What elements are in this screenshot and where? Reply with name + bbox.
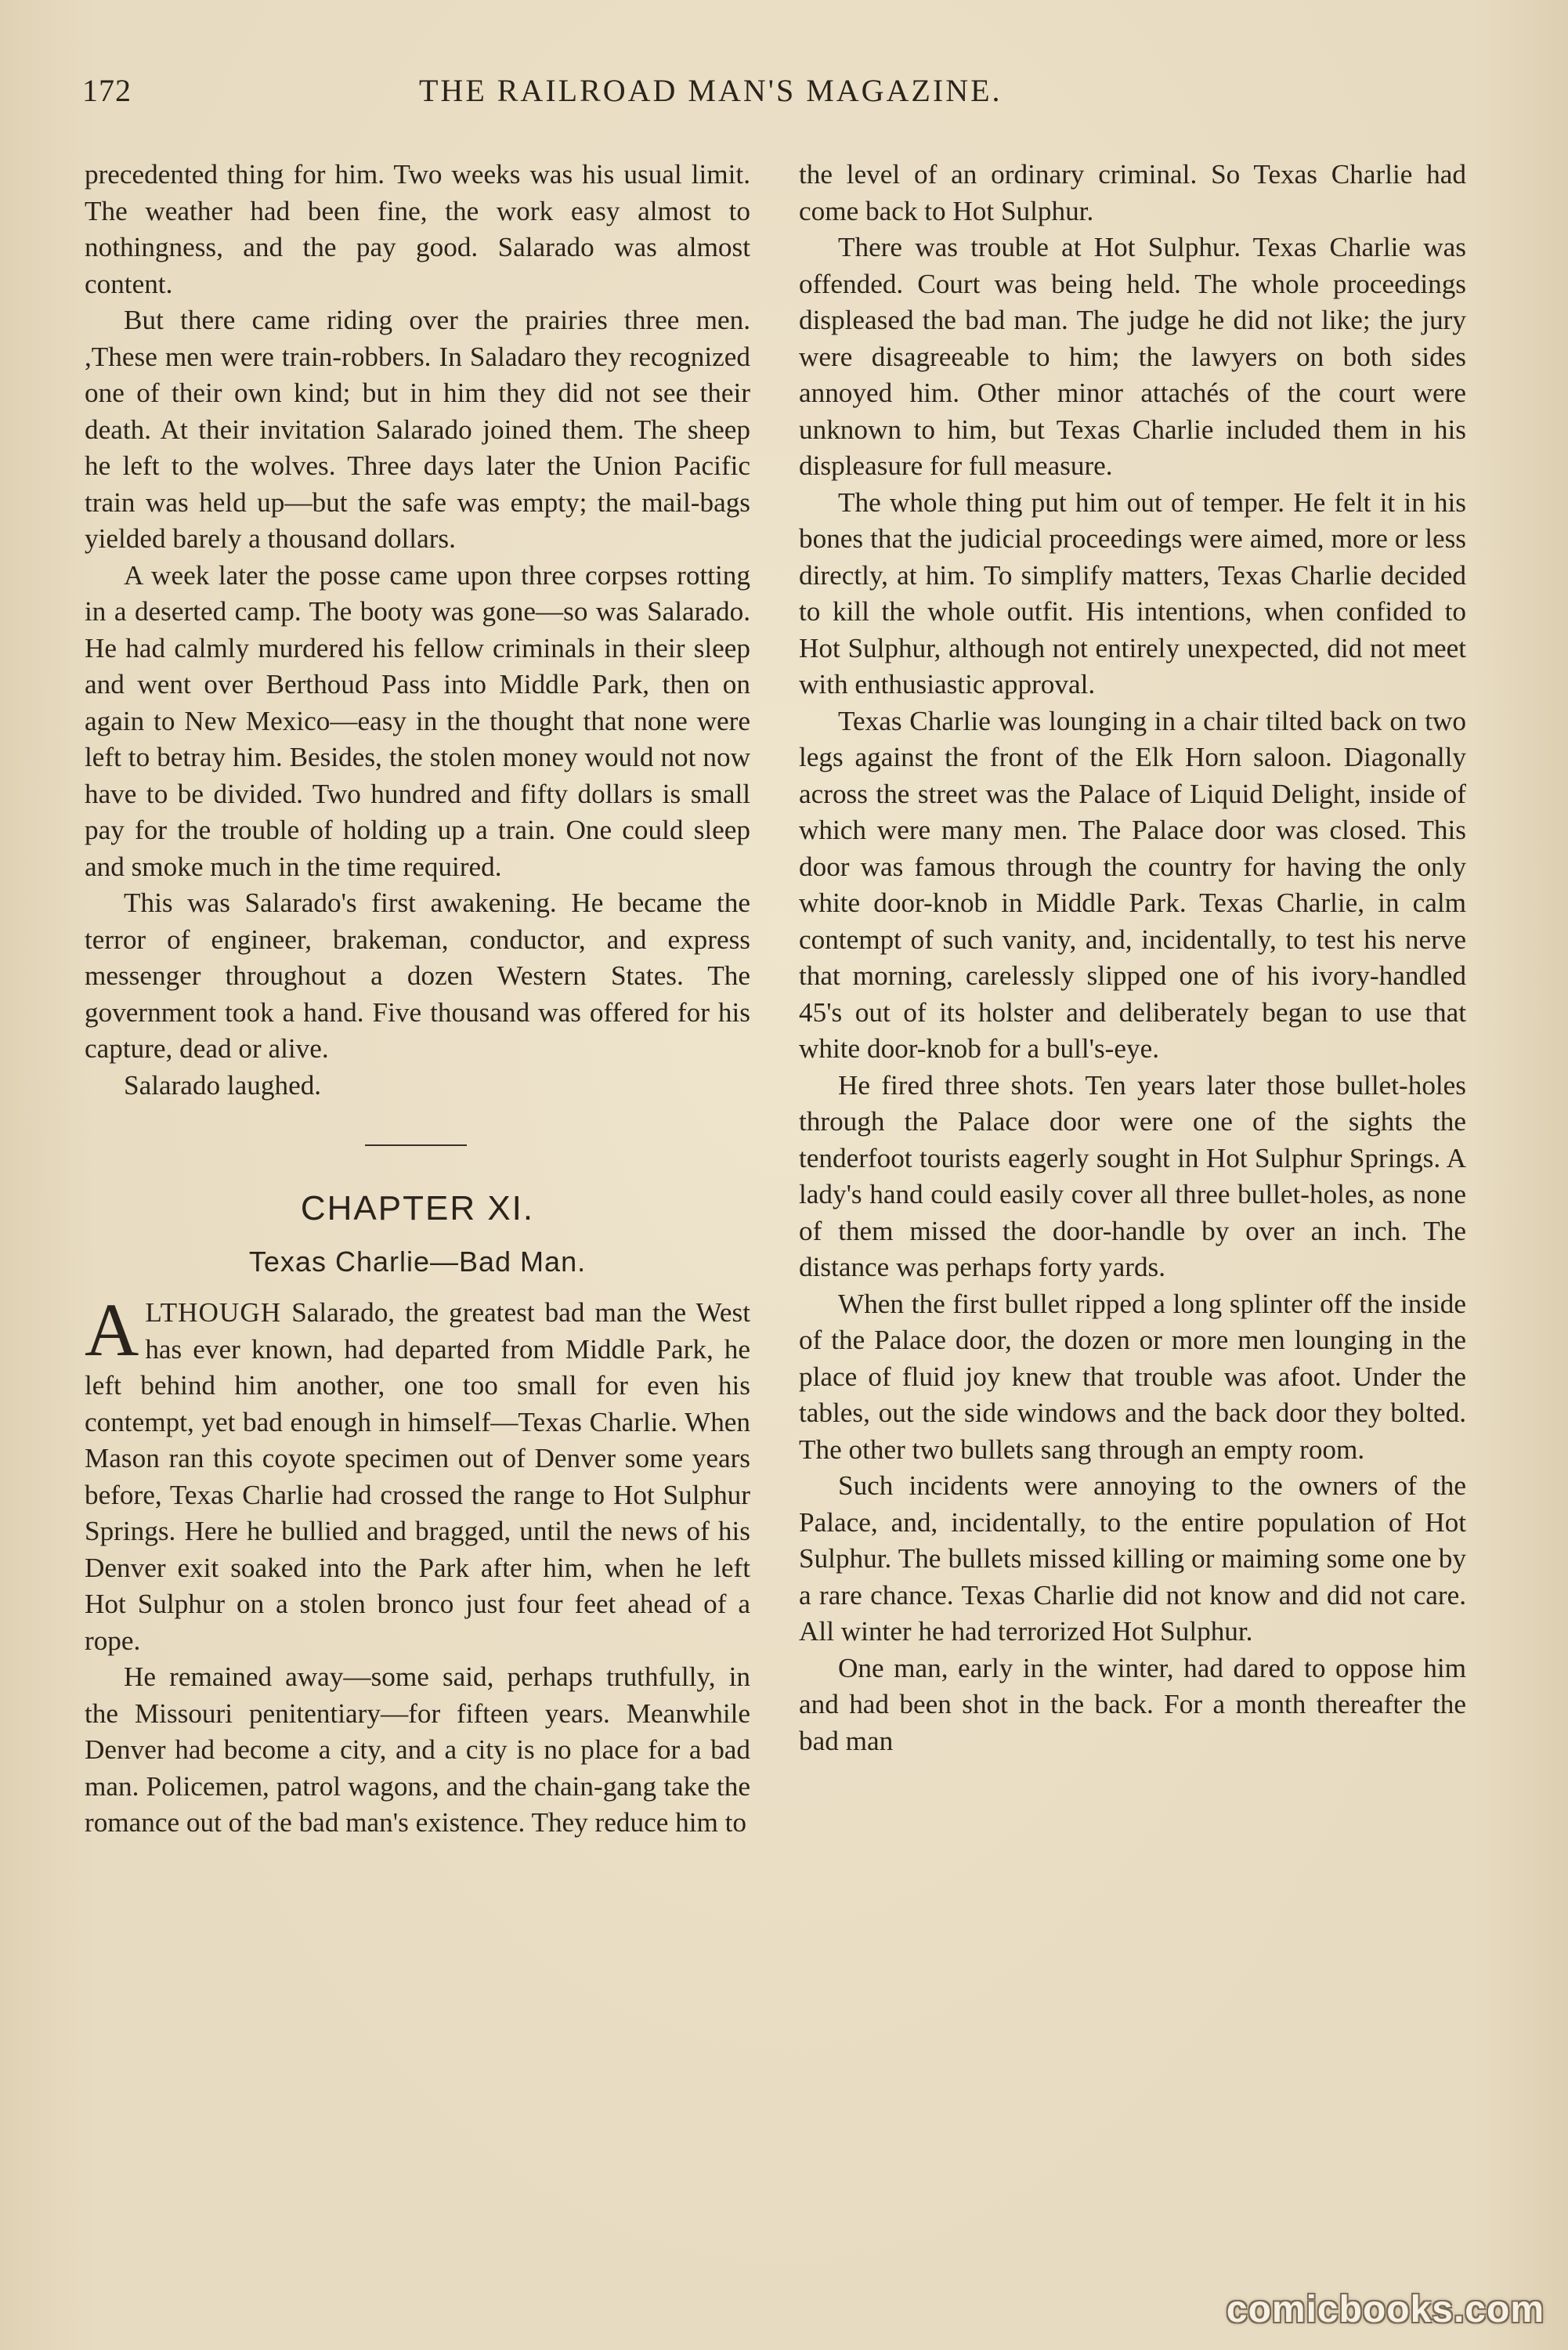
paragraph: But there came riding over the prairies three men. ,These men were train-robbers. In Saladaro they recognized one of their own kind; but in him they did not see their death. At their invitation Salarado joined them. The sheep he left to the wolves. Three days later the Union Pacific train was held up—but the safe was empty; the mail-bags yielded barely a thousand dollars. <box>85 305 750 554</box>
paragraph: He remained away—some said, perhaps truthfully, in the Missouri penitentiary—for fifteen years. Meanwhile Denver had become a city, and a city is no place for a bad man. Policemen, patrol wagons, and the chain-gang take the romance out of the bad man's existence. They reduce him to <box>85 1661 750 1838</box>
page-number: 172 <box>82 73 132 108</box>
paragraph: Texas Charlie was lounging in a chair tilted back on two legs against the front of the Elk Horn saloon. Diagonally across the street was the Palace of Liquid Delight, inside of which were many men. The Palace door was closed. This door was famous through the country for having the only white door-knob in Middle Park. Texas Charlie, in calm contempt of such vanity, and, incidentally, to test his nerve that morning, carelessly slipped one of his ivory-handled 45's out of its holster and deliberately began to use that white door-knob for a bull's-eye. <box>799 705 1466 1064</box>
chapter-subtitle: Texas Charlie—Bad Man. <box>248 1246 587 1278</box>
section-divider <box>85 1104 750 1176</box>
opening-paragraph-text: Salarado, the greatest bad man the West has ever known, had departed from Middle Park, he left behind him another, one too small for even his contempt, yet bad enough in himself—Texas Charlie. When Mason ran this coyote specimen out of Denver some years before, Texas Charlie had crossed the range to Hot Sulphur Springs. Here he bullied and bragged, until the news of his Denver exit soaked into the Park after him, when he left Hot Sulphur on a stolen bronco just four feet ahead of a rope. <box>85 1297 750 1656</box>
paragraph: He fired three shots. Ten years later those bullet-holes through the Palace door were one of the sights the tenderfoot tourists eagerly sought in Hot Sulphur Springs. A lady's hand could easily cover all three bullet-holes, as none of them missed the door-handle by over an inch. The distance was perhaps forty yards. <box>799 1069 1466 1282</box>
opening-word: LTHOUGH <box>145 1297 282 1328</box>
page-header <box>82 72 1465 119</box>
paragraph: One man, early in the winter, had dared to oppose him and had been shot in the back. For a month thereafter the bad man <box>799 1652 1466 1756</box>
paragraph: This was Salarado's first awakening. He became the terror of engineer, brakeman, conductor, and express messenger throughout a dozen Western States. The government took a hand. Five thousand was offered for his capture, dead or alive. <box>85 888 750 1064</box>
chapter-opening-paragraph <box>85 1288 750 1659</box>
paragraph: Salarado laughed. <box>124 1069 322 1101</box>
watermark-logo: comicbooks.com <box>1226 2289 1545 2330</box>
paragraph: When the first bullet ripped a long splinter off the inside of the Palace door, the dozen or more men lounging in the place of fluid joy knew that trouble was afoot. Under the tables, out the side windows and the back door they bolted. The other two bullets sang through an empty room. <box>799 1288 1466 1465</box>
paragraph: Such incidents were annoying to the owners of the Palace, and, incidentally, to the entire population of Hot Sulphur. The bullets missed killing or maiming some one by a rare chance. Texas Charlie did not know and did not care. All winter he had terrorized Hot Sulphur. <box>799 1470 1466 1647</box>
drop-cap: A <box>85 1288 139 1372</box>
running-head: THE RAILROAD MAN'S MAGAZINE. <box>419 73 1003 108</box>
paragraph: precedented thing for him. Two weeks was his usual limit. The weather had been fine, the work easy almost to nothingness, and the pay good. Salarado was almost content. <box>85 159 750 299</box>
paragraph: the level of an ordinary criminal. So Texas Charlie had come back to Hot Sulphur. <box>799 159 1466 226</box>
chapter-heading: CHAPTER XI. <box>300 1189 535 1227</box>
divider-rule <box>365 1144 467 1146</box>
paragraph: There was trouble at Hot Sulphur. Texas Charlie was offended. Court was being held. The whole proceedings displeased the bad man. The judge he did not like; the jury were disagreeable to him; the lawyers on both sides annoyed him. Other minor attachés of the court were unknown to him, but Texas Charlie included them in his displeasure for full measure. <box>799 232 1466 481</box>
left-column <box>85 157 750 1842</box>
paragraph: The whole thing put him out of temper. He felt it in his bones that the judicial proceedings were aimed, more or less directly, at him. To simplify matters, Texas Charlie decided to kill the whole outfit. His intentions, when confided to Hot Sulphur, although not entirely unexpected, did not meet with enthusiastic approval. <box>799 486 1466 700</box>
paragraph: A week later the posse came upon three corpses rotting in a deserted camp. The booty was gone—so was Salarado. He had calmly murdered his fellow criminals in their sleep and went over Berthoud Pass into Middle Park, then on again to New Mexico—easy in the thought that none were left to betray him. Besides, the stolen money would not now have to be divided. Two hundred and fifty dollars is small pay for the trouble of holding up a train. One could sleep and smoke much in the time required. <box>85 559 750 882</box>
right-column <box>799 157 1466 1759</box>
